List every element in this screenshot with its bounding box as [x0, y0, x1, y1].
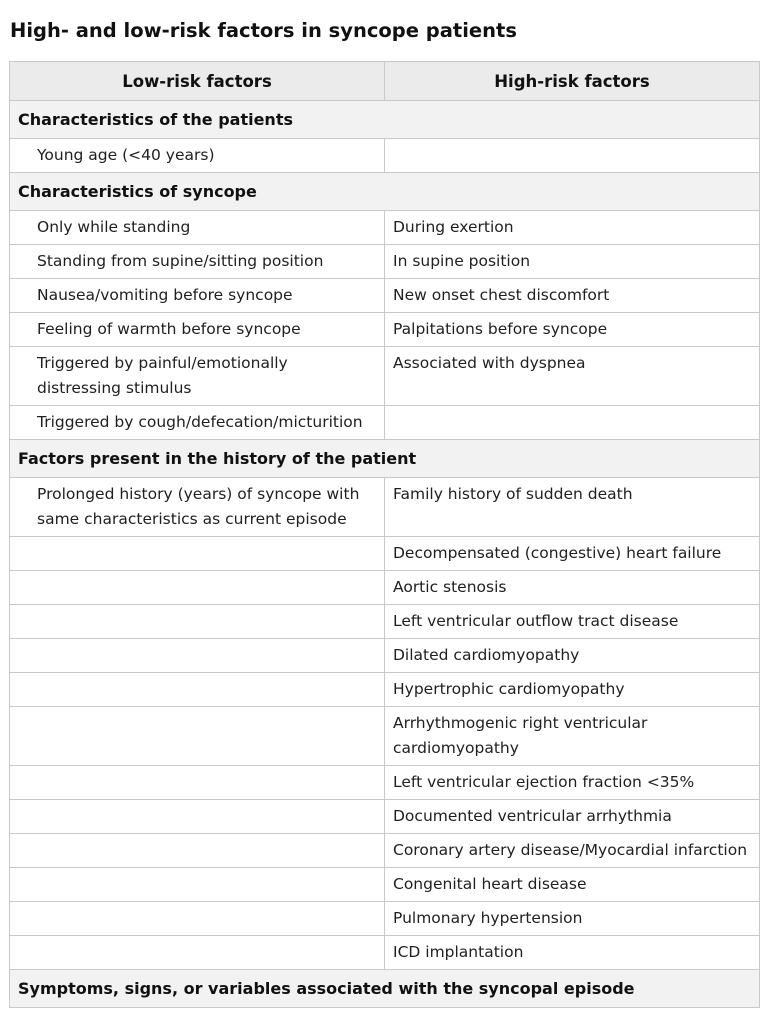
table-row	[10, 707, 760, 766]
low-risk-cell: Standing from supine/sitting position	[10, 245, 385, 279]
high-risk-cell: Hypertrophic cardiomyopathy	[385, 673, 760, 707]
table-row	[10, 313, 760, 347]
section-row	[10, 173, 760, 211]
table-row	[10, 605, 760, 639]
high-risk-cell: Decompensated (congestive) heart failure	[385, 537, 760, 571]
high-risk-cell: Family history of sudden death	[385, 478, 760, 537]
high-risk-cell: ICD implantation	[385, 936, 760, 970]
high-risk-cell: Arrhythmogenic right ventricular cardiomyopathy	[385, 707, 760, 766]
table-row	[10, 211, 760, 245]
low-risk-cell: Young age (<40 years)	[10, 139, 385, 173]
low-risk-cell	[10, 673, 385, 707]
low-risk-cell: Feeling of warmth before syncope	[10, 313, 385, 347]
header-row	[10, 62, 760, 101]
high-risk-cell: Aortic stenosis	[385, 571, 760, 605]
high-risk-cell: Pulmonary hypertension	[385, 902, 760, 936]
low-risk-cell	[10, 902, 385, 936]
low-risk-cell: Triggered by painful/emotionally distressing stimulus	[10, 347, 385, 406]
high-risk-cell	[385, 406, 760, 440]
table-row	[10, 673, 760, 707]
table-row	[10, 800, 760, 834]
high-risk-cell: Left ventricular outflow tract disease	[385, 605, 760, 639]
section-heading: Factors present in the history of the patient	[10, 440, 760, 478]
section-heading: Characteristics of syncope	[10, 173, 760, 211]
table-row	[10, 279, 760, 313]
table-row	[10, 347, 760, 406]
low-risk-cell	[10, 936, 385, 970]
table-row	[10, 245, 760, 279]
low-risk-cell	[10, 537, 385, 571]
column-header-low-risk: Low-risk factors	[10, 62, 385, 101]
high-risk-cell: During exertion	[385, 211, 760, 245]
column-header-high-risk: High-risk factors	[385, 62, 760, 101]
low-risk-cell	[10, 766, 385, 800]
low-risk-cell: Triggered by cough/defecation/micturition	[10, 406, 385, 440]
low-risk-cell	[10, 605, 385, 639]
section-heading: Characteristics of the patients	[10, 101, 760, 139]
high-risk-cell: Congenital heart disease	[385, 868, 760, 902]
low-risk-cell: Prolonged history (years) of syncope with same characteristics as current episode	[10, 478, 385, 537]
low-risk-cell	[10, 800, 385, 834]
table-body	[10, 101, 760, 1008]
table-row	[10, 902, 760, 936]
table-row	[10, 571, 760, 605]
table-row	[10, 537, 760, 571]
table-row	[10, 834, 760, 868]
table-row	[10, 406, 760, 440]
low-risk-cell	[10, 868, 385, 902]
low-risk-cell: Only while standing	[10, 211, 385, 245]
high-risk-cell: Dilated cardiomyopathy	[385, 639, 760, 673]
high-risk-cell: In supine position	[385, 245, 760, 279]
low-risk-cell	[10, 639, 385, 673]
section-row	[10, 440, 760, 478]
high-risk-cell	[385, 139, 760, 173]
section-heading: Symptoms, signs, or variables associated with the syncopal episode	[10, 970, 760, 1008]
risk-factors-table	[9, 61, 760, 1008]
table-row	[10, 478, 760, 537]
low-risk-cell	[10, 571, 385, 605]
table-row	[10, 766, 760, 800]
table-row	[10, 868, 760, 902]
low-risk-cell	[10, 707, 385, 766]
table-row	[10, 139, 760, 173]
high-risk-cell: New onset chest discomfort	[385, 279, 760, 313]
high-risk-cell: Associated with dyspnea	[385, 347, 760, 406]
high-risk-cell: Coronary artery disease/Myocardial infarction	[385, 834, 760, 868]
section-row	[10, 970, 760, 1008]
table-row	[10, 639, 760, 673]
section-row	[10, 101, 760, 139]
high-risk-cell: Left ventricular ejection fraction <35%	[385, 766, 760, 800]
high-risk-cell: Palpitations before syncope	[385, 313, 760, 347]
low-risk-cell: Nausea/vomiting before syncope	[10, 279, 385, 313]
table-row	[10, 936, 760, 970]
page-title: High- and low-risk factors in syncope patients	[10, 19, 517, 42]
low-risk-cell	[10, 834, 385, 868]
high-risk-cell: Documented ventricular arrhythmia	[385, 800, 760, 834]
table-header	[10, 62, 760, 101]
